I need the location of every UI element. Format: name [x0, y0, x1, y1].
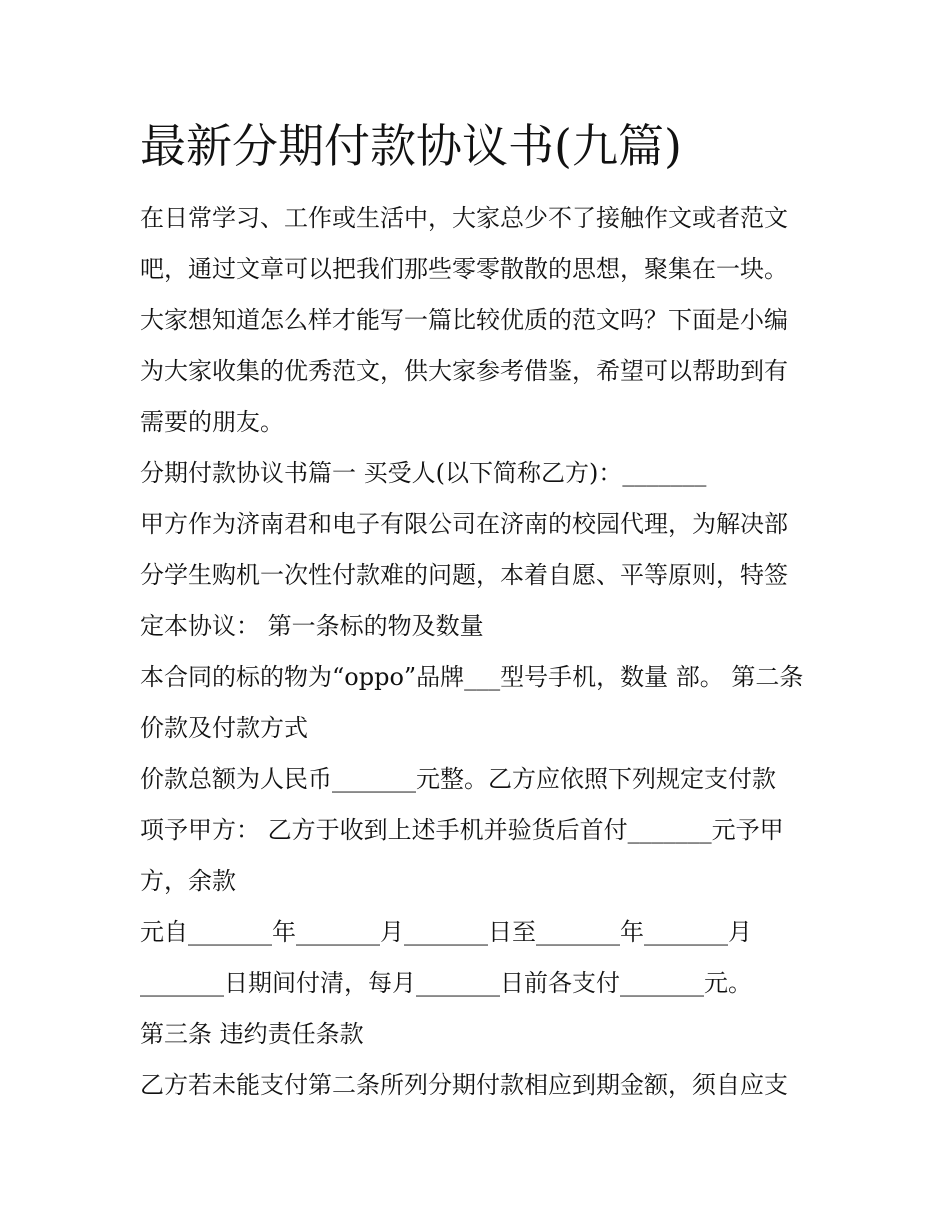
- paragraph-line-5: 需要的朋友。: [140, 408, 284, 436]
- paragraph-line-4: 为大家收集的优秀范文，供大家参考借鉴，希望可以帮助到有: [140, 357, 788, 385]
- paragraph-line-9: 定本协议： 第一条标的物及数量: [140, 612, 484, 640]
- document-title: 最新分期付款协议书(九篇): [140, 119, 682, 173]
- paragraph-line-12: 价款总额为人民币_______元整。乙方应依照下列规定支付款: [140, 765, 776, 793]
- paragraph-line-10: 本合同的标的物为“oppo”品牌___型号手机，数量 部。 第二条: [140, 663, 804, 691]
- paragraph-line-14: 方，余款: [140, 867, 236, 895]
- paragraph-line-6: 分期付款协议书篇一 买受人(以下简称乙方)：_______: [140, 459, 707, 487]
- paragraph-line-16: _______日期间付清，每月_______日前各支付_______元。: [140, 969, 752, 997]
- paragraph-line-1: 在日常学习、工作或生活中，大家总少不了接触作文或者范文: [140, 204, 788, 232]
- paragraph-line-2: 吧，通过文章可以把我们那些零零散散的思想，聚集在一块。: [140, 255, 788, 283]
- paragraph-line-8: 分学生购机一次性付款难的问题，本着自愿、平等原则，特签: [140, 561, 788, 589]
- paragraph-line-3: 大家想知道怎么样才能写一篇比较优质的范文吗？下面是小编: [140, 306, 788, 334]
- paragraph-line-15: 元自_______年_______月_______日至_______年_______月: [140, 918, 752, 946]
- paragraph-line-11: 价款及付款方式: [140, 714, 308, 742]
- paragraph-line-13: 项予甲方： 乙方于收到上述手机并验货后首付_______元予甲: [140, 816, 784, 844]
- paragraph-line-7: 甲方作为济南君和电子有限公司在济南的校园代理，为解决部: [140, 510, 788, 538]
- paragraph-line-17: 第三条 违约责任条款: [140, 1020, 364, 1048]
- paragraph-line-18: 乙方若未能支付第二条所列分期付款相应到期金额，须自应支: [140, 1071, 788, 1099]
